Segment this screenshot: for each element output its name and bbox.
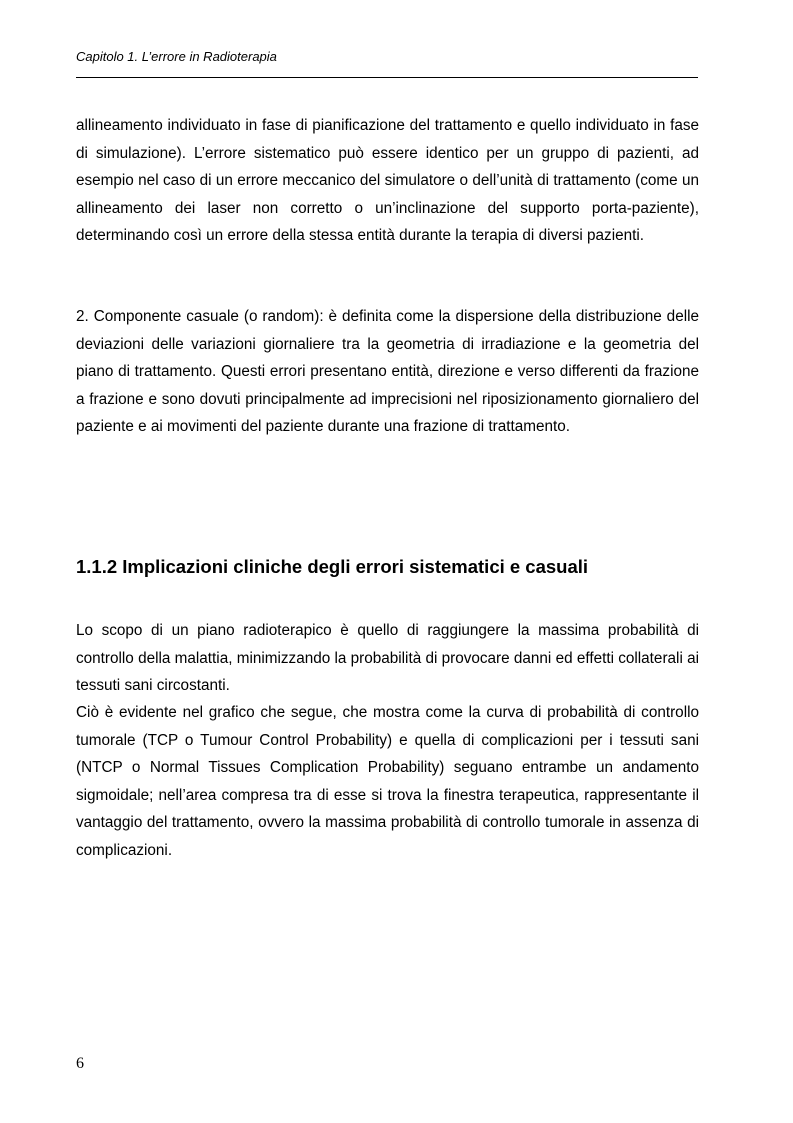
body-paragraph-treatment-goal: Lo scopo di un piano radioterapico è quello di raggiungere la massima probabilità di controllo della malattia, minimizzando la probabilità di provocare danni ed effetti collaterali ai tessuti sani circostanti. <box>76 622 699 694</box>
body-paragraph-tcp-ntcp: Ciò è evidente nel grafico che segue, che mostra come la curva di probabilità di controllo tumorale (TCP o Tumour Control Probability) e quella di complicazioni per i tessuti sani (NTCP o Normal Tissues Complication Probability) seguano entrambe un andamento sigmoidale; nell’area compresa tra di esse si trova la finestra terapeutica, rappresentante il vantaggio del trattamento, ovvero la massima probabilità di controllo tumorale in assenza di complicazioni. <box>76 704 699 859</box>
header-divider <box>76 77 698 78</box>
body-paragraph-random-component: 2. Componente casuale (o random): è definita come la dispersione della distribuzione delle deviazioni delle variazioni giornaliere tra la geometria di irradiazione e la geometria del piano di trattamento. Questi errori presentano entità, direzione e verso differenti da frazione a frazione e sono dovuti principalmente ad imprecisioni nel riposizionamento giornaliero del paziente e ai movimenti del paziente durante una frazione di trattamento. <box>76 308 699 435</box>
section-heading: 1.1.2 Implicazioni cliniche degli errori sistematici e casuali <box>76 556 589 577</box>
page-number: 6 <box>76 1055 84 1072</box>
running-header-title: Capitolo 1. L’errore in Radioterapia <box>76 49 277 64</box>
body-paragraph-systematic-error-continued: allineamento individuato in fase di pianificazione del trattamento e quello individuato in fase di simulazione). L’errore sistematico può essere identico per un gruppo di pazienti, ad esempio nel caso di un errore meccanico del simulatore o dell’unità di trattamento (come un allineamento dei laser non corretto o un’inclinazione del supporto porta-paziente), determinando così un errore della stessa entità durante la terapia di diversi pazienti. <box>76 117 699 244</box>
